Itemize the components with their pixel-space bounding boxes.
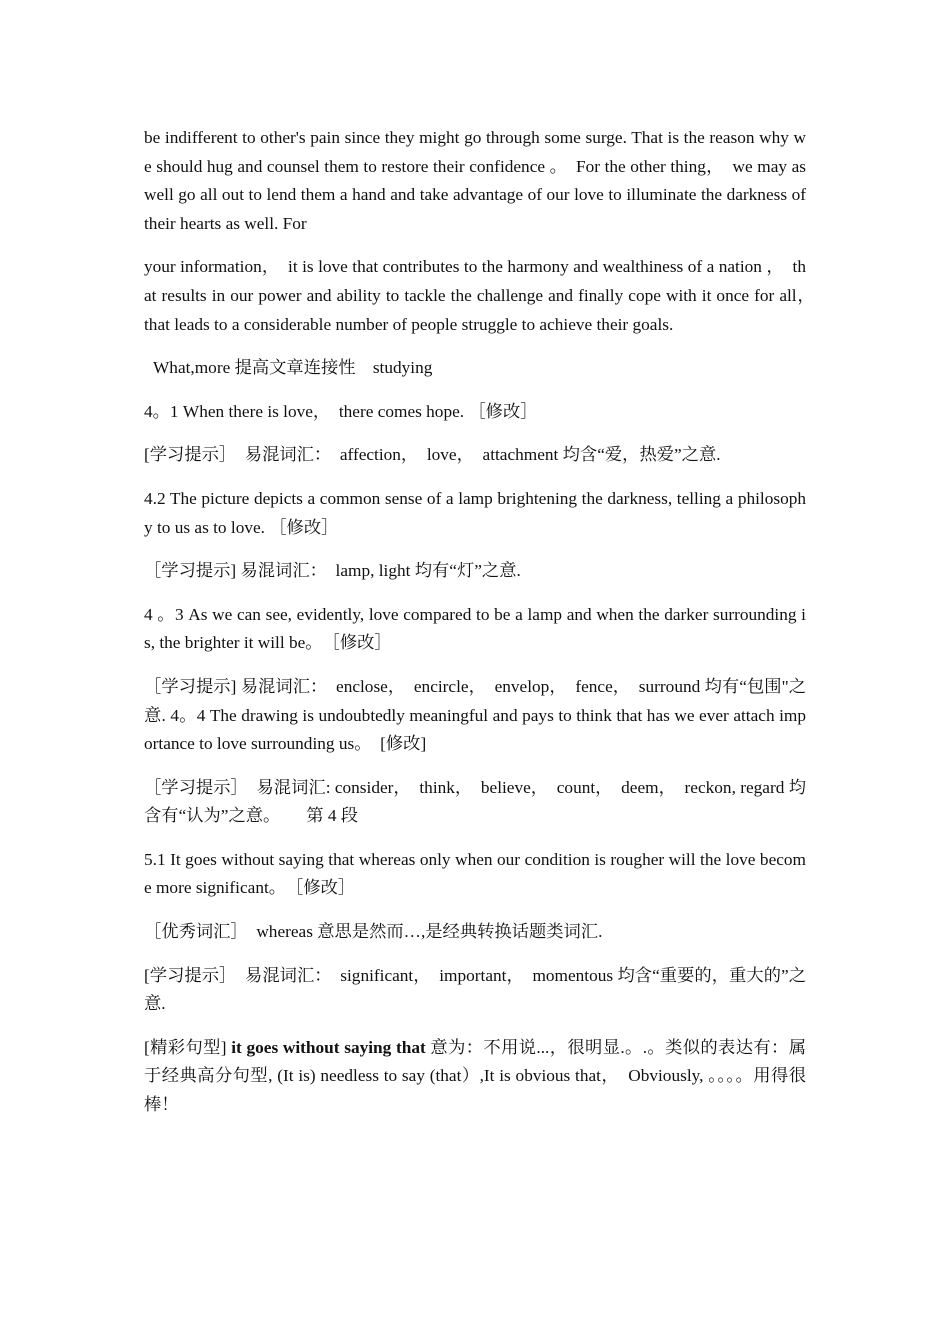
sentence-pattern-explanation: 意为：不用说...，很明显.。.。类似的表达有：属于经典高分句型, (It is) needless to say (that）,It is obvious that， Obviously, 。。。。用得很棒！: [144, 1037, 806, 1115]
paragraph-8: 4 。3 As we can see, evidently, love compared to be a lamp and when the darker surrounding is, the brighter it will be。 ［修改］: [144, 604, 806, 653]
paragraph-5: [学习提示］ 易混词汇： affection， love， attachment 均含“爱，热爱”之意.: [144, 445, 721, 465]
paragraph-3: What,more 提高文章连接性 studying: [153, 358, 433, 378]
sentence-pattern-phrase: it goes without saying that: [231, 1037, 426, 1057]
paragraph-2: your information， it is love that contributes to the harmony and wealthiness of a nation ， that results in our power and ability to tackle the challenge and finally cope with it once for all， that leads to a considerable number of people struggle to achieve their goals.: [144, 257, 824, 334]
paragraph-14: [144, 1034, 806, 1120]
paragraph-10: ［学习提示］ 易混词汇: consider， think， believe， count， deem， reckon, regard 均含有“认为”之意。 第 4 段: [144, 777, 806, 826]
paragraph-7: ［学习提示] 易混词汇： lamp, light 均有“灯”之意.: [144, 561, 521, 581]
document-page: [144, 124, 824, 1135]
paragraph-1: be indifferent to other's pain since they might go through some surge. That is the reason why we should hug and counsel them to restore their confidence 。 For the other thing， we may as well go all out to lend them a hand and take advantage of our love to illuminate the darkness of their hearts as well. For: [144, 128, 806, 233]
paragraph-11: 5.1 It goes without saying that whereas only when our condition is rougher will the love become more significant。 ［修改］: [144, 849, 806, 898]
paragraph-12: ［优秀词汇］ whereas 意思是然而…,是经典转换话题类词汇.: [144, 922, 603, 942]
paragraph-4: 4。1 When there is love， there comes hope. ［修改］: [144, 401, 538, 421]
paragraph-9: ［学习提示] 易混词汇： enclose， encircle， envelop， fence， surround 均有“包围"之意. 4。4 The drawing is undoubtedly meaningful and pays to think that has we ever attach importance to love surrounding us。 [修改]: [144, 676, 806, 754]
paragraph-13: [学习提示］ 易混词汇： significant， important， momentous 均含“重要的，重大的”之意.: [144, 965, 806, 1014]
sentence-pattern-label: [精彩句型]: [144, 1037, 232, 1057]
paragraph-6: 4.2 The picture depicts a common sense of a lamp brightening the darkness, telling a philosophy to us as to love. ［修改］: [144, 488, 806, 537]
